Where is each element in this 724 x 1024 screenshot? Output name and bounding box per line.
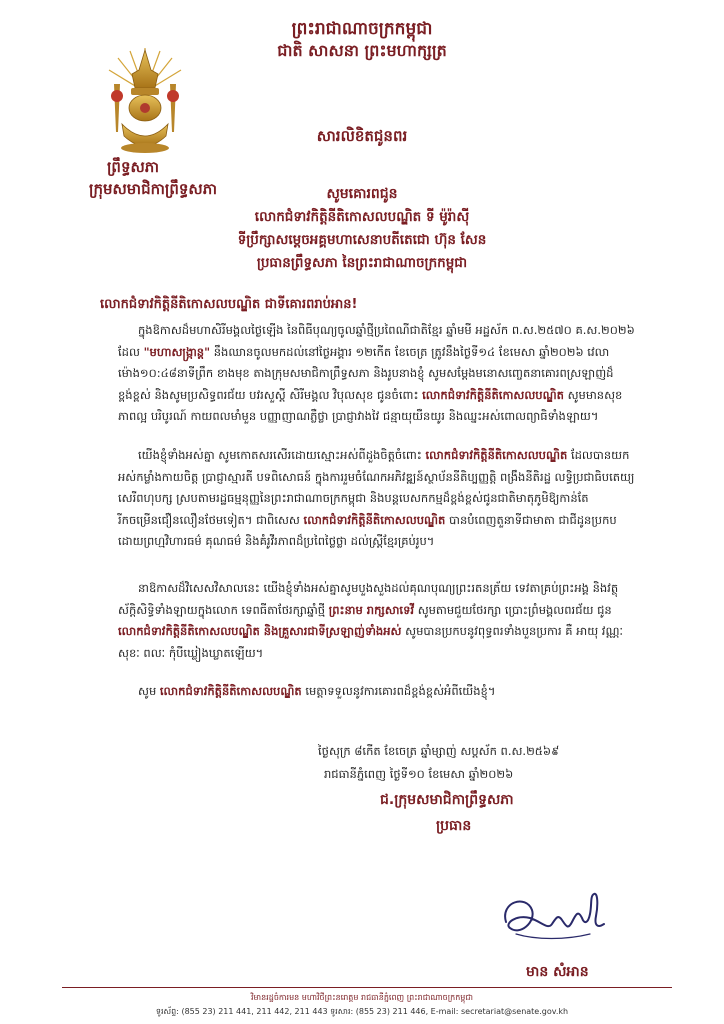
p2-text-a: យើងខ្ញុំទាំងអស់គ្នា សូមកោតសរសើរដោយស្មោះអស់ពីដួងចិត្តចំពោះ [138, 448, 422, 462]
paragraph-1 [118, 320, 638, 428]
p1-text-e: សូមមានសុខភាពល្អ បរិបូរណ៍ កាយពលមាំមួន បញ្ញាញាណភ្លឺថ្លា ប្រាជ្ញាវាងវៃ ជន្មាយុយឺនយូរ និងឈ្នះអស់ពោលព្យាធិទាំងឡាយ។ [118, 387, 623, 423]
paragraph-4 [118, 681, 638, 703]
signatory-organization: ជ.ក្រុមសមាជិកាព្រឹទ្ធសភា [380, 792, 514, 808]
paragraph-2 [118, 445, 638, 553]
kingdom-name: ព្រះរាជាណាចក្រកម្ពុជា [291, 19, 433, 39]
p3-text-e: សូមបានប្រកបនូវពុទ្ធពរទាំងបួនប្រការ គឺ អាយុ វណ្ណៈ សុខៈ ពលៈ កុំបីឃ្លៀងឃ្លាតឡើយ។ [118, 624, 624, 660]
signatory-role: ប្រធាន [436, 818, 472, 834]
p1-text-b: "មហាសង្ក្រាន្ត" [143, 344, 211, 359]
p2-text-b: លោកជំទាវកិត្តិនីតិកោសលបណ្ឌិត [425, 448, 568, 462]
solar-date: រាជធានីភ្នំពេញ ថ្ងៃទី១០ ខែមេសា ឆ្នាំ២០២៦ [324, 767, 514, 781]
national-motto: ជាតិ សាសនា ព្រះមហាក្សត្រ [277, 41, 447, 60]
paragraph-3 [118, 578, 638, 664]
p1-text-d: លោកជំទាវកិត្តិនីតិកោសលបណ្ឌិត [422, 387, 564, 402]
caucus-label: ក្រុមសមាជិកាព្រឹទ្ធសភា [89, 180, 217, 198]
p2-text-d: លោកជំទាវកិត្តិនីតិកោសលបណ្ឌិត [303, 512, 446, 527]
p3-text-d: លោកជំទាវកិត្តិនីតិកោសលបណ្ឌិត និងគ្រួសារជាទីស្រឡាញ់ទាំងអស់ [118, 624, 402, 638]
p3-text-b: ព្រះនាម រាក្សសាទេវី [328, 602, 415, 617]
p2-text-c: ដែលបានយកអស់កម្លាំងកាយចិត្ត ប្រាជ្ញាស្មារតី បទពិសោធន៍ ក្នុងការរួមចំណែកអភិវឌ្ឍន៍ស្ថាប័ននីតិប្បញ្ញត្តិ ពង្រឹងនីតិរដ្ឋ លទ្ធិប្រជាធិបតេយ្យ សេរីពហុបក្ស ស្របតាមរដ្ឋធម្មនុញ្ញនៃព្រះរាជាណាចក្រកម្ពុជា និងបន្តបេសកកម្មដ៏ខ្ពង់ខ្ពស់ជូនជាតិមាតុភូមិឱ្យកាន់តែរីកចម្រើនជឿនលឿនថែមទៀត។ ជាពិសេស [118, 448, 635, 527]
salutation: លោកជំទាវកិត្តិនីតិកោសលបណ្ឌិត ជាទីគោរពរាប់អាន! [100, 297, 358, 312]
p2-text-e: បានបំពេញតួនាទីជាមាតា ជាជីដូនប្រកបដោយព្រហ្មវិហារធម៌ គុណធម៌ និងគំរូវីរភាពដ៏ប្រពៃថ្លៃថ្លា ដល់ស្ត្រីខ្មែរគ្រប់រូប។ [118, 512, 617, 548]
p4-text-b: លោកជំទាវកិត្តិនីតិកោសលបណ្ឌិត [159, 684, 302, 698]
footer-contacts: ទូរស័ព្ទ: (855 23) 211 441, 211 442, 211 443 ទូរសារ: (855 23) 211 446, E-mail: secretariat@senate.gov.kh [155, 1007, 569, 1016]
p3-text-a: នាឱកាសដ៏វិសេសវិសាលនេះ យើងខ្ញុំទាំងអស់គ្នាសូមបួងសួងដល់គុណបុណ្យព្រះរតនត្រ័យ ទេវតាគ្រប់ព្រះអង្គ និងវត្ថុស័ក្តិសិទ្ធិទាំងឡាយក្នុងលោក ទេពធីតាថែរក្សាឆ្នាំថ្មី [118, 581, 619, 617]
signatory-name: មាន សំអាន [526, 964, 589, 980]
p1-text-c: នឹងឈានចូលមកដល់នៅថ្ងៃអង្គារ ១២កើត ខែចេត្រ ត្រូវនឹងថ្ងៃទី១៤ ខែមេសា ឆ្នាំ២០២៦ វេលាម៉ោង១០:៤៨នាទីព្រឹក ខាងមុខ តាងក្រុមសមាជិកាព្រឹទ្ធសភា និងរូបនាងខ្ញុំ សូមសម្តែងមនោសញ្ចេតនាគោរពស្រឡាញ់ដ៏ខ្ពង់ខ្ពស់ និងសូមប្រសិទ្ធពរជ័យ បវរសួស្តី សិរីមង្គល វិបុលសុខ ជូនចំពោះ [118, 344, 614, 402]
p3-text-c: សូមតាមជួយថែរក្សា ប្រោះព្រំមង្គលពរជ័យ ជូន [417, 602, 612, 617]
document-title: សារលិខិតជូនពរ [316, 127, 408, 145]
recipient-greeting: សូមគោរពជូន [326, 186, 398, 202]
lunar-date: ថ្ងៃសុក្រ ៨កើត ខែចេត្រ ឆ្នាំម្សាញ់ សប្តស័ក ព.ស.២៥៦៩ [318, 744, 560, 758]
p4-text-c: មេត្តាទទួលនូវការគោរពដ៏ខ្ពង់ខ្ពស់អំពីយើងខ្ញុំ។ [305, 684, 496, 698]
recipient-title: ទីប្រឹក្សាសម្តេចអគ្គមហាសេនាបតីតេជោ ហ៊ុន សែន [237, 232, 487, 248]
p4-text-a: សូម [138, 684, 157, 698]
senate-label: ព្រឹទ្ធសភា [106, 158, 160, 176]
recipient-position: ប្រធានព្រឹទ្ធសភា នៃព្រះរាជាណាចក្រកម្ពុជា [256, 255, 468, 271]
recipient-block [0, 183, 724, 275]
footer-divider [62, 987, 672, 988]
footer-address: វិមានរដ្ឋចំការមន មហាវិថីព្រះនរោត្តម រាជធានីភ្នំពេញ ព្រះរាជាណាចក្រកម្ពុជា [250, 993, 473, 1002]
p1-text-a: ក្នុងឱកាសដ៏មហាសិរីមង្គលថ្ងៃឡើង នៃពិធីបុណ្យចូលឆ្នាំថ្មីប្រពៃណីជាតិខ្មែរ ឆ្នាំមមី អដ្ឋស័ក ព.ស.២៥៧០ គ.ស.២០២៦ ដែល [118, 323, 635, 359]
handwritten-signature [486, 884, 616, 954]
recipient-name: លោកជំទាវកិត្តិនីតិកោសលបណ្ឌិត ទី ម៉ូរ៉ាស៊ី [254, 209, 470, 225]
date-block [318, 740, 648, 786]
